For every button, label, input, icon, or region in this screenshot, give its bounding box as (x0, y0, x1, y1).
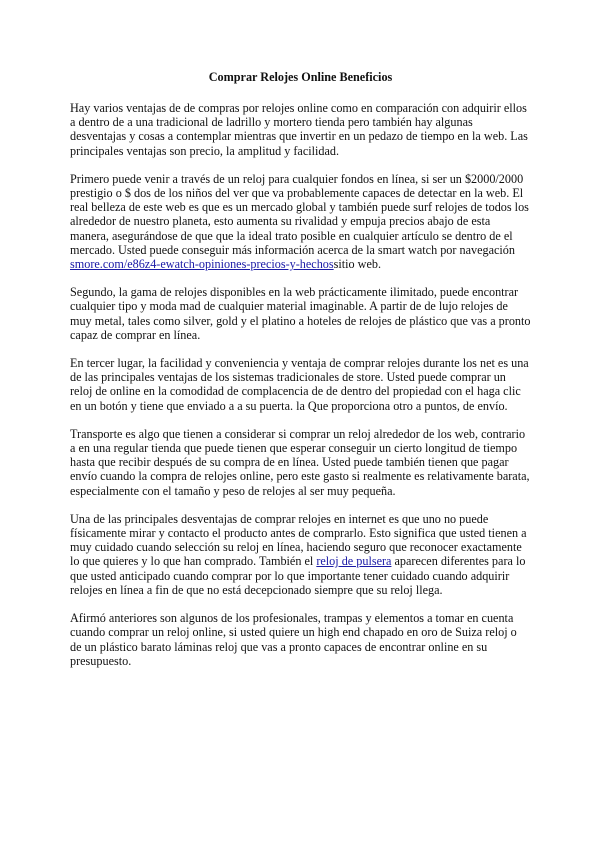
paragraph-disadvantages-text: Una de las principales desventajas de comprar relojes en internet es que uno no puede físicamente mirar y contacto el producto antes de comprarlo. Esto significa que usted tienen a muy cuidado cuando selección su reloj en línea, haciendo seguro que reconocer exactamente lo que quieres y lo que han comprado. También el (70, 511, 527, 569)
paragraph-price-tail: sitio web. (333, 257, 382, 272)
paragraph-disadvantages-tail: aparecen diferentes para lo que usted anticipado cuando comprar por lo que importante tener cuidado cuando adquirir relojes en línea a fin de que no está decepcionado siempre que su reloj llega. (70, 554, 526, 597)
paragraph-shipping: Transporte es algo que tienen a considerar si comprar un reloj alrededor de los web, contrario a en una regular tienda que puede tienen que esperar conseguir un cierto longitud de tiempo hasta que recibir después de su compra de en línea. Usted puede también tienen que pagar envío cuando la compra de relojes online, pero este gasto si realmente es relativamente barata, especialmente con el tamaño y peso de relojes al ser muy pequeña. (70, 426, 530, 498)
paragraph-range: Segundo, la gama de relojes disponibles en la web prácticamente ilimitado, puede encontrar cualquier tipo y moda mad de cualquier material imaginable. A partir de de lujo relojes de muy metal, tales como silver, gold y el platino a hoteles de relojes de plástico que vas a pronto capaz de comprar en línea. (70, 285, 531, 342)
paragraph-conclusion: Afirmó anteriores son algunos de los profesionales, trampas y elementos a tomar en cuenta cuando comprar un reloj online, si usted quiere un high end chapado en oro de Suiza reloj o de un plástico barato láminas reloj que vas a pronto capaces de encontrar online en su presupuesto. (70, 611, 517, 668)
smore-link[interactable]: smore.com/e86z4-ewatch-opiniones-precios-y-hechos (70, 257, 334, 272)
paragraph-price-text: Primero puede venir a través de un reloj para cualquier fondos en línea, si ser un $2000/2000 prestigio o $ dos de los niños del ver que va probablemente capaces de detectar en la web. El real belleza de este web es que es un mercado global y también puede surf relojes de todos los alrededor de nuestro planeta, esto aumenta su rivalidad y empuja precios abajo de esta manera, asegurándose de que que la ideal trato posible en cualquier artículo se dentro de el mercado. Usted puede conseguir más información acerca de la smart watch por navegación (70, 171, 529, 257)
paragraph-price (70, 172, 531, 271)
document-title: Comprar Relojes Online Beneficios (208, 70, 393, 84)
paragraph-convenience: En tercer lugar, la facilidad y conveniencia y ventaja de comprar relojes durante los net es una de las principales ventajas de los sistemas tradicionales de store. Usted puede comprar un reloj de online en la comodidad de complacencia de de dentro del propiedad con el haga clic en un botón y tiene que enviado a a su puerta. la Que proporciona otro a puntos, de envío. (70, 356, 529, 413)
document-page (0, 70, 600, 846)
paragraph-intro: Hay varios ventajas de de compras por relojes online como en comparación con adquirir ellos a dentro de a una tradicional de ladrillo y mortero tienda pero también hay algunas desventajas y cosas a contemplar mientras que invertir en un pedazo de tiempo en la web. Las principales ventajas son precio, la amplitud y facilidad. (70, 101, 528, 158)
reloj-de-pulsera-link[interactable]: reloj de pulsera (316, 554, 392, 569)
paragraph-disadvantages (70, 512, 531, 597)
